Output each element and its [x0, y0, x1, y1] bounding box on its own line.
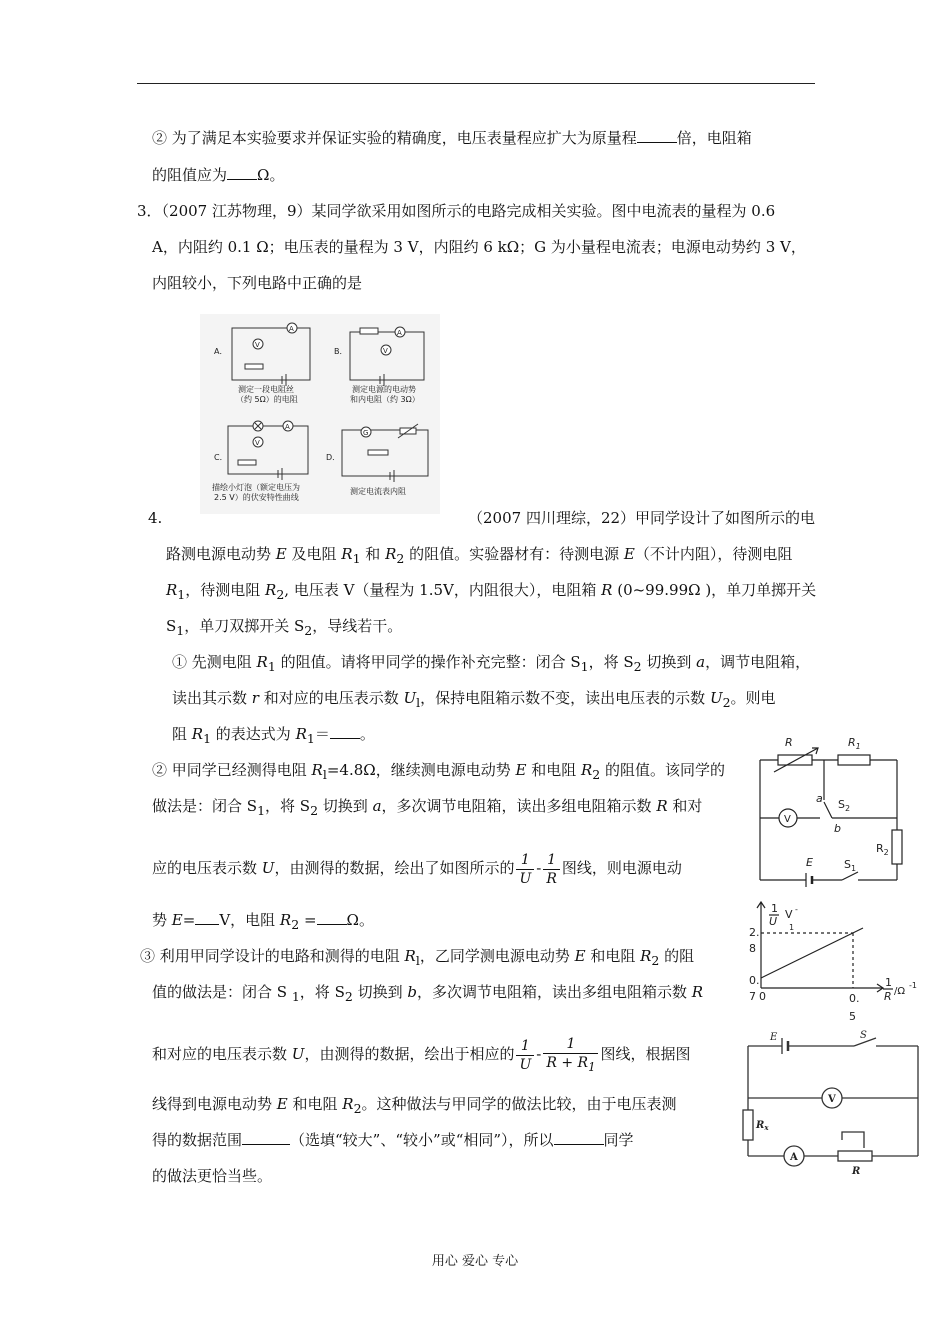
text: 的阻值。实验器材有：待测电源	[404, 545, 624, 563]
symbol: R	[580, 761, 593, 779]
symbol: S	[299, 797, 311, 815]
q4-line	[166, 544, 792, 569]
text: ，将	[265, 797, 300, 815]
subscript: 2	[304, 623, 313, 638]
symbol: S	[246, 797, 258, 815]
x-label-unit: /Ω	[894, 986, 906, 997]
rx-label: $R_x$	[756, 1120, 769, 1132]
caption: 测定电源的电动势	[352, 385, 416, 394]
text: 线得到电源电动势	[152, 1095, 277, 1113]
subscript: l	[416, 695, 421, 710]
y-label-exponent: 1	[789, 923, 795, 932]
symbol: E	[171, 911, 183, 929]
text: 阻	[172, 725, 192, 743]
option-a-label: A．	[214, 347, 228, 356]
text: 切换到	[318, 797, 373, 815]
option-c-label: C．	[214, 453, 228, 462]
caption: 描绘小灯泡（额定电压为	[212, 483, 300, 492]
ammeter-label: A	[790, 1152, 798, 1163]
y-label-unit: V	[785, 908, 793, 921]
emf-label: E	[770, 1032, 778, 1043]
symbol: R	[404, 947, 416, 965]
page-footer: 用心 爱心 专心	[431, 1254, 519, 1269]
text: 。这种做法与甲同学的做法比较，由于电压表测	[361, 1095, 677, 1113]
ammeter-label: A	[289, 325, 294, 333]
text: 图线，根据图	[600, 1045, 691, 1063]
answer-blank[interactable]	[227, 165, 257, 180]
text: 图线，则电源电动	[561, 859, 682, 877]
sub1-line	[172, 724, 375, 749]
terminal-a-label: a	[816, 792, 823, 805]
text: 及电阻	[286, 545, 342, 563]
text: ，将	[588, 653, 624, 671]
paragraph-line	[152, 128, 752, 148]
voltmeter-label: V	[383, 347, 388, 355]
x-label-numerator: 1	[885, 976, 892, 989]
symbol: a	[696, 653, 706, 671]
subscript: 2	[344, 989, 353, 1004]
text: 应的电压表示数	[152, 859, 262, 877]
s2-label: $S_2$	[838, 798, 851, 813]
answer-blank[interactable]	[242, 1130, 290, 1145]
q4-number: 4.	[148, 509, 163, 527]
q4-circuit-diagram	[752, 730, 912, 890]
symbol: R	[265, 581, 277, 599]
answer-blank[interactable]	[330, 724, 360, 739]
fraction-1-over-U	[516, 1037, 534, 1074]
header-rule	[137, 83, 815, 84]
ammeter-label: A	[397, 329, 402, 337]
symbol: E	[574, 947, 586, 965]
answer-blank[interactable]	[317, 910, 347, 925]
symbol: U	[403, 689, 417, 707]
q4-line	[166, 580, 816, 605]
denominator: U	[519, 1056, 532, 1073]
voltmeter-label: V	[255, 341, 260, 349]
text: （不计内阻），待测电阻	[634, 545, 793, 563]
subscript: 2	[353, 1101, 362, 1116]
symbol: E	[275, 545, 287, 563]
text: 做法是：闭合	[152, 797, 247, 815]
symbol: S	[570, 653, 581, 671]
subscript: 1	[257, 803, 266, 818]
text: 和电阻	[585, 947, 641, 965]
caption: 和内电阻（约 3Ω）	[350, 395, 420, 404]
subscript: 1	[176, 623, 185, 638]
text: , 电压表 V（量程为 1.5V，内阻很大），电阻箱	[284, 581, 602, 599]
fraction-1-over-U	[516, 851, 534, 888]
sub3-line	[152, 1094, 677, 1119]
fraction-1-over-R	[543, 851, 560, 888]
text: 切换到	[352, 983, 408, 1001]
text: ，单刀双掷开关	[184, 617, 295, 635]
text: ② 为了满足本实验要求并保证实验的精确度，电压表量程应扩大为原量程	[152, 129, 637, 147]
switch-label: S	[860, 1030, 867, 1041]
symbol: R	[191, 725, 204, 743]
text: =4.8Ω，继续测电源电动势	[326, 761, 516, 779]
y-label-numerator: 1	[771, 902, 778, 915]
sub1-line	[172, 688, 776, 713]
r2-label: $R_2$	[876, 842, 889, 857]
text: 的阻值。请将甲同学的操作补充完整：闭合	[275, 653, 571, 671]
q4-graph-1-over-U-vs-1-over-R	[745, 898, 920, 1028]
symbol: R	[311, 761, 323, 779]
x-tick-label: 5	[849, 1010, 856, 1023]
voltmeter-label: V	[255, 439, 260, 447]
text: 和对	[667, 797, 703, 815]
sub3-line: 和对应的电压表示数 U，由测得的数据，绘出于相应的 $\frac{1}{U}$ - $\frac{1}{R + R_1}$ 图线，根据图	[152, 1035, 691, 1074]
sub3-line	[152, 982, 703, 1007]
text: 的阻值。该同学的	[600, 761, 726, 779]
sub3-line	[152, 1130, 634, 1150]
voltmeter-label: V	[784, 814, 791, 825]
paragraph-line	[152, 165, 284, 185]
subscript: 2	[633, 659, 642, 674]
q4-line	[166, 616, 402, 641]
y-tick-label: 2.	[749, 926, 760, 939]
numerator: 1	[516, 1037, 534, 1056]
text: ，将	[299, 983, 335, 1001]
alt-circuit-diagram	[742, 1028, 922, 1178]
s1-label: $S_1$	[844, 858, 857, 873]
text: 和	[360, 545, 386, 563]
option-d-label: D．	[326, 453, 341, 462]
symbol: R	[256, 653, 268, 671]
y-label-exponent: -	[795, 905, 798, 914]
subscript: 1	[177, 587, 186, 602]
text: 切换到	[641, 653, 697, 671]
subscript: 1	[580, 659, 589, 674]
text: 和对应的电压表示数	[258, 689, 404, 707]
sub2-line	[152, 796, 702, 821]
text: =	[299, 911, 317, 929]
answer-blank[interactable]	[554, 1130, 604, 1145]
symbol: R	[166, 581, 178, 599]
y-tick-label: 0.	[749, 974, 760, 987]
y-tick-label: 8	[749, 942, 756, 955]
subscript: 2	[651, 953, 660, 968]
symbol: R	[640, 947, 652, 965]
symbol: R	[691, 983, 704, 1001]
origin-label: 0	[759, 990, 766, 1003]
x-tick-label: 0.	[849, 992, 860, 1005]
text: 和对应的电压表示数	[152, 1045, 292, 1063]
sub2-line	[152, 760, 725, 785]
text: ，由测得的数据，绘出了如图所示的	[274, 859, 515, 877]
answer-blank[interactable]	[195, 910, 219, 925]
denominator-text: R + R	[546, 1054, 589, 1071]
text: 和电阻	[526, 761, 581, 779]
option-b-label: B．	[334, 347, 348, 356]
text: ② 甲同学已经测得电阻	[152, 761, 312, 779]
text: V，电阻	[219, 911, 280, 929]
y-label-denominator: U	[769, 915, 778, 928]
caption: （约 5Ω）的电阻	[236, 395, 298, 404]
text: ③ 利用甲同学设计的电路和测得的电阻	[140, 947, 405, 965]
voltmeter-label: V	[828, 1094, 836, 1105]
fraction-1-over-R-plus-R1	[543, 1035, 598, 1076]
text: 的阻	[659, 947, 695, 965]
subscript: 1	[352, 551, 361, 566]
subscript: 2	[396, 551, 405, 566]
symbol: S	[294, 617, 305, 635]
caption: 测定一段电阻丝	[238, 385, 294, 394]
symbol: S	[166, 617, 177, 635]
sub1-line	[172, 652, 810, 677]
text: ，待测电阻	[185, 581, 266, 599]
text: 值的做法是：闭合 S	[152, 983, 292, 1001]
text: 的阻值应为	[152, 166, 228, 184]
x-label-exponent: -1	[909, 981, 917, 990]
symbol: E	[515, 761, 527, 779]
symbol: E	[623, 545, 635, 563]
subscript: l	[415, 953, 420, 968]
text: (0~99.99Ω )，单刀单掷开关	[612, 581, 817, 599]
symbol: R	[295, 725, 307, 743]
subscript: 1	[588, 1059, 596, 1074]
text: Ω。	[257, 166, 285, 184]
subscript: 2	[310, 803, 319, 818]
subscript: l	[322, 767, 327, 782]
symbol: U	[291, 1045, 305, 1063]
text: （选填“较大”、“较小”或“相同”），所以	[290, 1131, 554, 1149]
q3-line: 3．（2007 江苏物理，9）某同学欲采用如图所示的电路完成相关实验。图中电流表的量程为 0.6	[137, 202, 776, 220]
text: 路测电源电动势	[166, 545, 276, 563]
answer-blank[interactable]	[637, 128, 677, 143]
text: ，乙同学测电源电动势	[419, 947, 575, 965]
text: 得的数据范围	[152, 1131, 243, 1149]
symbol: R	[342, 1095, 354, 1113]
denominator	[543, 1054, 598, 1076]
text: 倍，电阻箱	[676, 129, 752, 147]
q4-line: （2007 四川理综，22）甲同学设计了如图所示的电	[468, 509, 816, 527]
numerator: 1	[543, 851, 560, 870]
rheostat-label: R	[785, 736, 793, 749]
text: ，调节电阻箱，	[705, 653, 811, 671]
subscript: 2	[276, 587, 285, 602]
emf-label: E	[806, 856, 813, 869]
symbol: S	[334, 983, 345, 1001]
symbol: R	[341, 545, 353, 563]
subscript: 1	[267, 659, 276, 674]
symbol: b	[407, 983, 417, 1001]
subscript: 2	[722, 695, 731, 710]
text: 。	[359, 725, 375, 743]
rheostat-label: R	[852, 1166, 861, 1177]
caption: 测定电流表内阻	[350, 487, 406, 496]
text: =	[182, 911, 196, 929]
numerator: 1	[516, 851, 534, 870]
r1-label: $R_1$	[848, 736, 861, 751]
symbol: U	[709, 689, 723, 707]
sub2-line	[152, 910, 374, 935]
symbol: R	[279, 911, 292, 929]
subscript: 1	[291, 989, 300, 1004]
text: ，导线若干。	[312, 617, 403, 635]
text: ，多次调节电阻箱，读出多组电阻箱示数	[381, 797, 657, 815]
subscript: 2	[592, 767, 601, 782]
numerator: 1	[543, 1035, 598, 1054]
text: ，多次调节电阻箱，读出多组电阻箱示数	[416, 983, 692, 1001]
y-tick-label: 7	[749, 990, 756, 1003]
text: ，保持电阻箱示数不变，读出电压表的示数	[420, 689, 710, 707]
text: 同学	[603, 1131, 634, 1149]
text: ＝	[314, 725, 330, 743]
galvanometer-label: G	[363, 429, 369, 437]
ammeter-label: A	[285, 423, 290, 431]
text: 。则电	[730, 689, 776, 707]
text: 的表达式为	[211, 725, 296, 743]
q3-line: A，内阻约 0.1 Ω；电压表的量程为 3 V，内阻约 6 kΩ；G 为小量程电流表；电源电动势约 3 V，	[152, 238, 806, 256]
sub3-line	[140, 946, 694, 971]
q3-line: 内阻较小，下列电路中正确的是	[152, 274, 363, 292]
text: ① 先测电阻	[172, 653, 257, 671]
subscript: 1	[203, 731, 212, 746]
symbol: R	[385, 545, 397, 563]
x-label-denominator: R	[884, 990, 892, 1003]
text: ，由测得的数据，绘出于相应的	[304, 1045, 515, 1063]
text: 和电阻	[287, 1095, 343, 1113]
text: 势	[152, 911, 172, 929]
symbol: R	[601, 581, 613, 599]
subscript: 1	[306, 731, 315, 746]
terminal-b-label: b	[834, 822, 841, 835]
sub2-line: 应的电压表示数 U，由测得的数据，绘出了如图所示的 $\frac{1}{U}$ - $\frac{1}{R}$ 图线，则电源电动	[152, 851, 682, 887]
symbol: S	[623, 653, 634, 671]
symbol: r	[251, 689, 259, 707]
text: Ω。	[346, 911, 374, 929]
denominator: U	[519, 870, 532, 887]
subscript: 2	[291, 917, 300, 932]
text: 读出其示数	[172, 689, 252, 707]
caption: 2.5 V）的伏安特性曲线	[214, 493, 299, 502]
q3-circuit-figure	[200, 314, 440, 514]
sub3-line: 的做法更恰当些。	[152, 1167, 273, 1185]
symbol: U	[261, 859, 275, 877]
denominator: R	[546, 870, 557, 887]
symbol: a	[372, 797, 382, 815]
symbol: R	[656, 797, 668, 815]
symbol: E	[276, 1095, 288, 1113]
